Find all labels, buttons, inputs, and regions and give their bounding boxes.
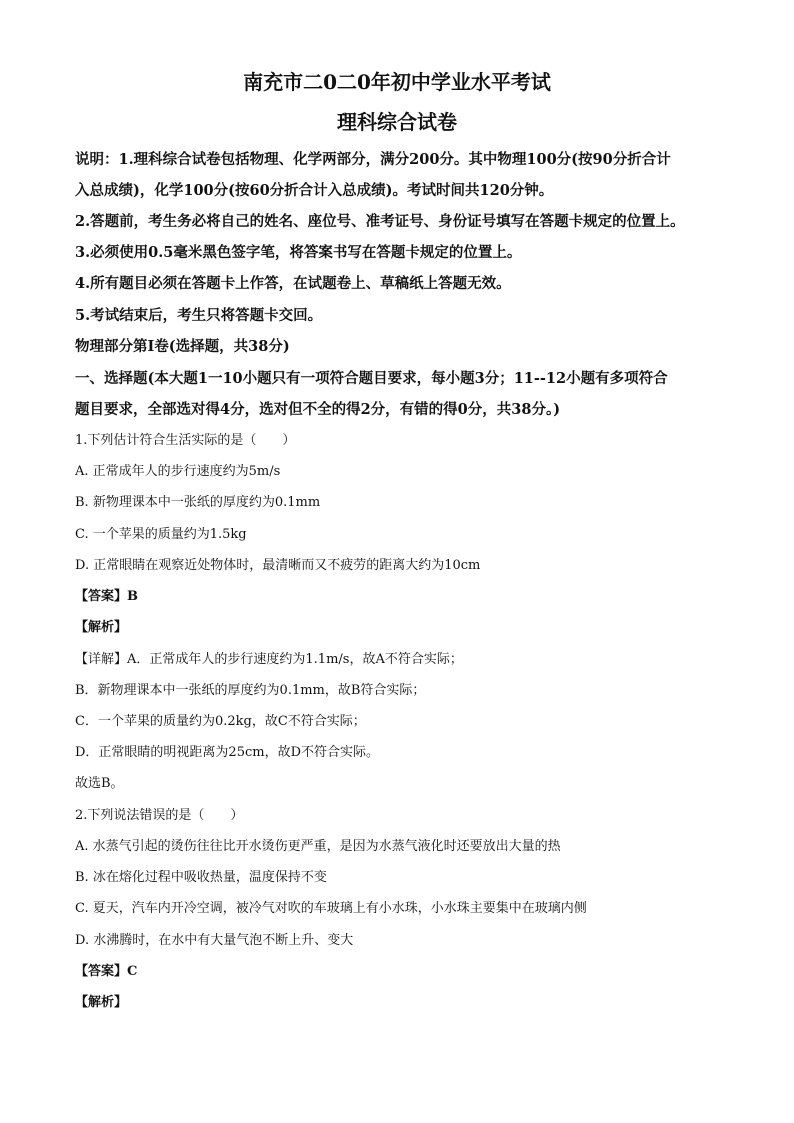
question-1-detail-d: D．正常眼睛的明视距离为25cm，故D不符合实际。: [75, 745, 379, 760]
question-1-option-d: D. 正常眼睛在观察近处物体时，最清晰而又不疲劳的距离大约为10cm: [75, 558, 481, 573]
instruction-line-5: 5.考试结束后，考生只将答题卡交回。: [75, 307, 323, 324]
exam-subtitle: 理科综合试卷: [337, 110, 457, 134]
instruction-line-3: 3.必须使用0.5毫米黑色签字笔，将答案书写在答题卡规定的位置上。: [75, 244, 522, 261]
question-2-option-c: C. 夏天，汽车内开冷空调，被冷气对吹的车玻璃上有小水珠，小水珠主要集中在玻璃内侧: [75, 901, 587, 916]
question-1-option-b: B. 新物理课本中一张纸的厚度约为0.1mm: [75, 495, 321, 510]
section-heading-line-2: 题目要求，全部选对得4分，选对但不全的得2分，有错的得0分，共38分。): [75, 401, 561, 418]
question-2-stem: 2.下列说法错误的是（ ）: [75, 808, 244, 823]
question-1-option-a: A. 正常成年人的步行速度约为5m/s: [75, 464, 281, 479]
instruction-line-1: 说明：1.理科综合试卷包括物理、化学两部分，满分200分。其中物理100分(按90分折合计: [75, 151, 671, 168]
section-heading-line-1: 一、选择题(本大题1一10小题只有一项符合题目要求，每小题3分；11--12小题有多项符合: [75, 370, 668, 387]
question-2-option-b: B. 冰在熔化过程中吸收热量，温度保持不变: [75, 870, 327, 885]
question-1-answer: 【答案】B: [75, 589, 138, 604]
question-1-option-c: C. 一个苹果的质量约为1.5kg: [75, 527, 247, 542]
question-1-conclusion: 故选B。: [75, 776, 124, 791]
instruction-line-2: 2.答题前，考生务必将自己的姓名、座位号、准考证号、身份证号填写在答题卡规定的位置上。: [75, 213, 685, 230]
question-2-analysis-label: 【解析】: [75, 995, 128, 1010]
exam-title: 南充市二0二0年初中学业水平考试: [243, 70, 551, 94]
question-2-answer: 【答案】C: [75, 964, 138, 979]
question-1-stem: 1.下列估计符合生活实际的是（ ）: [75, 433, 296, 448]
instruction-line-4: 4.所有题目必须在答题卡上作答，在试题卷上、草稿纸上答题无效。: [75, 275, 511, 292]
instruction-line-1b: 入总成绩)，化学100分(按60分折合计入总成绩)。考试时间共120分钟。: [75, 182, 554, 199]
section-part-title: 物理部分第Ⅰ卷(选择题，共38分): [75, 338, 290, 355]
question-2-option-d: D. 水沸腾时，在水中有大量气泡不断上升、变大: [75, 933, 354, 948]
question-2-option-a: A. 水蒸气引起的烫伤往往比开水烫伤更严重，是因为水蒸气液化时还要放出大量的热: [75, 839, 561, 854]
question-1-analysis-label: 【解析】: [75, 620, 128, 635]
question-1-detail-b: B．新物理课本中一张纸的厚度约为0.1mm，故B符合实际；: [75, 683, 426, 698]
question-1-detail-c: C．一个苹果的质量约为0.2kg，故C不符合实际；: [75, 714, 366, 729]
question-1-detail-a: 【详解】A．正常成年人的步行速度约为1.1m/s，故A不符合实际；: [75, 652, 463, 667]
